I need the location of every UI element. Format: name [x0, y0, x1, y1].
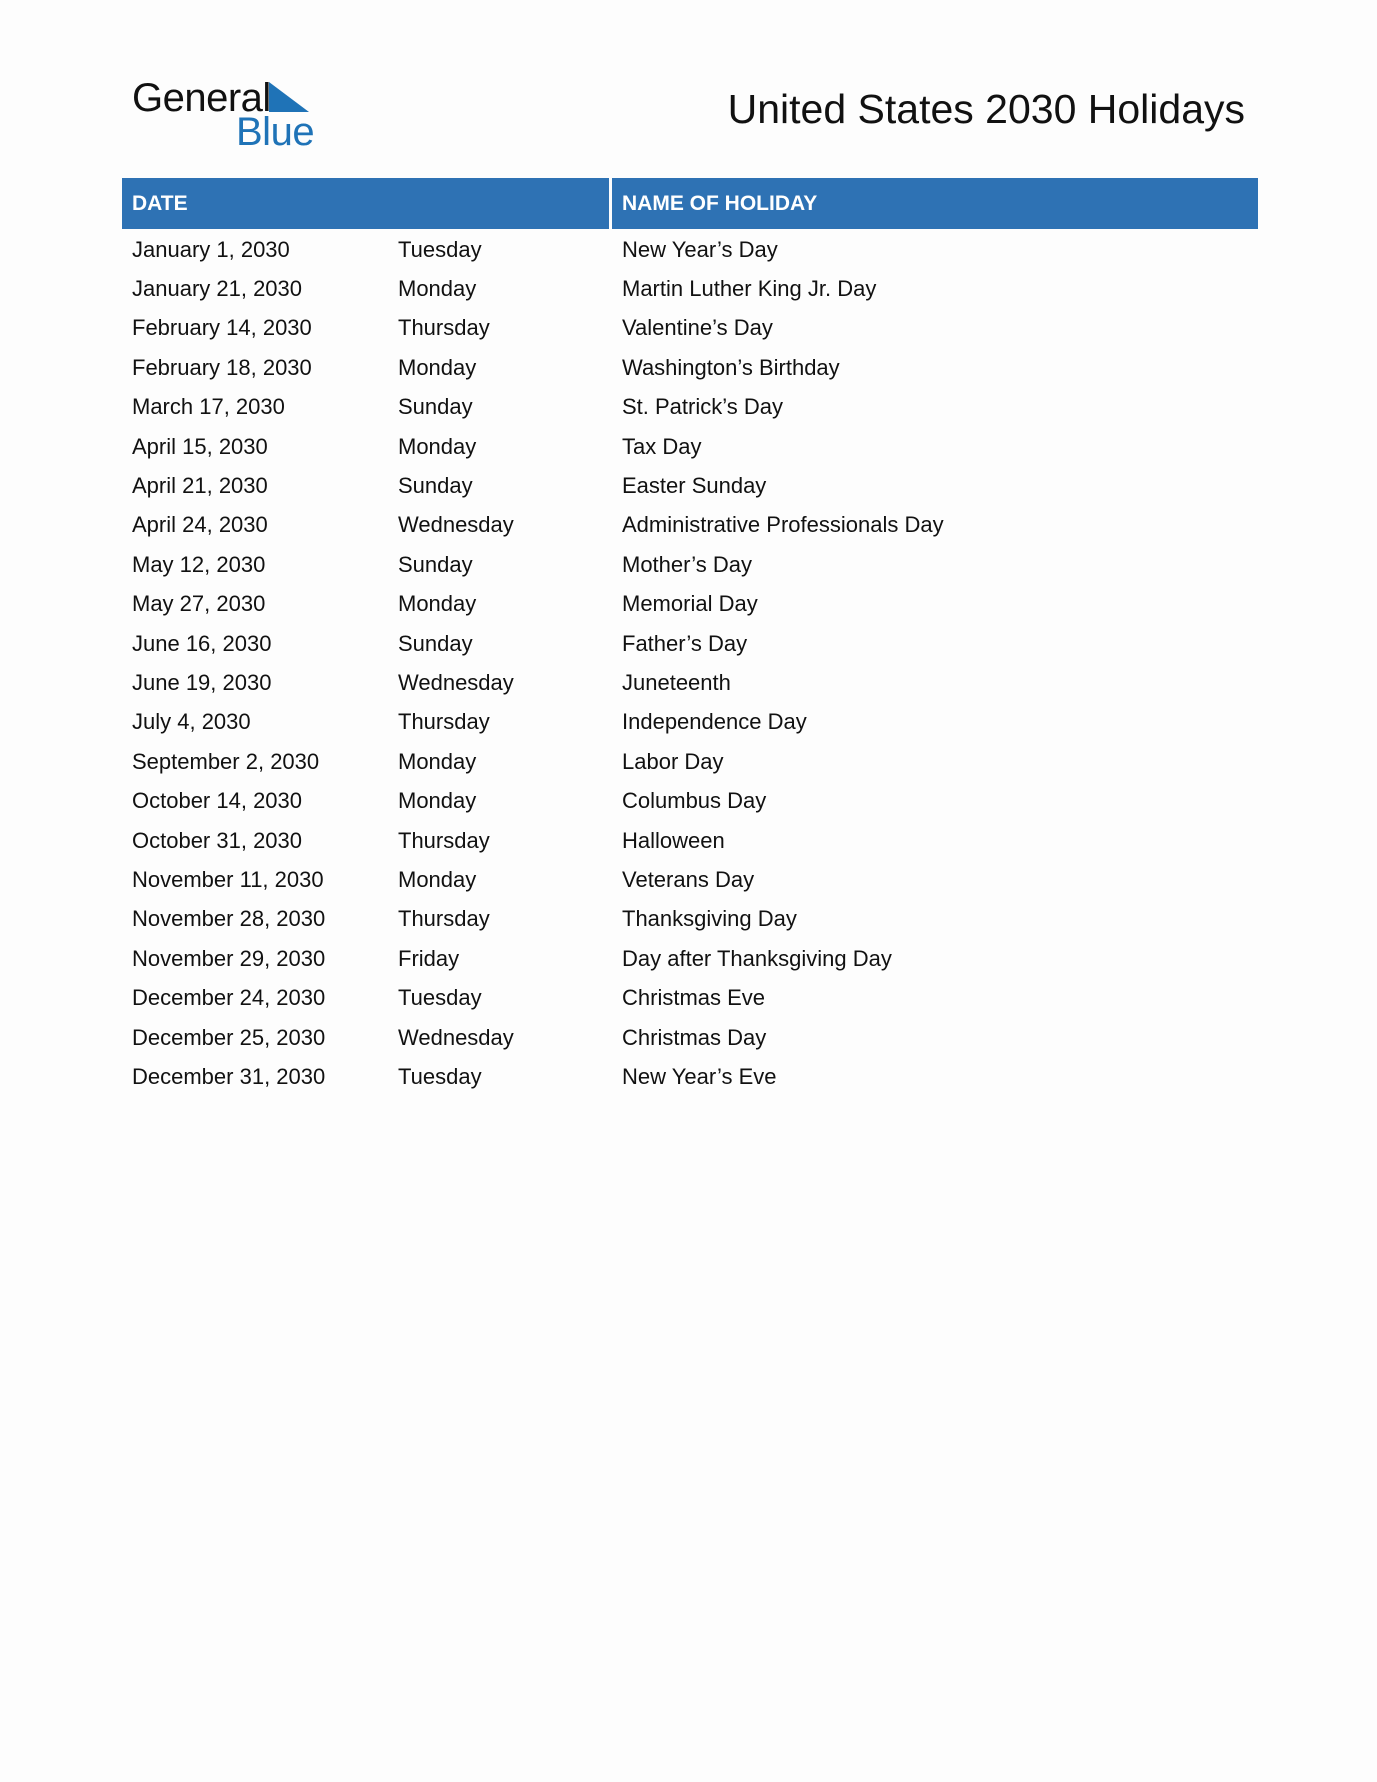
- table-row: [122, 466, 1258, 505]
- holiday-weekday: Sunday: [398, 473, 473, 499]
- table-row: [122, 978, 1258, 1017]
- holiday-name: Independence Day: [622, 709, 807, 735]
- holiday-date: May 27, 2030: [132, 591, 266, 617]
- table-row: [122, 230, 1258, 269]
- holiday-name: New Year’s Day: [622, 236, 778, 262]
- holiday-weekday: Sunday: [398, 630, 473, 656]
- table-row: [122, 860, 1258, 899]
- table-row: [122, 388, 1258, 427]
- holiday-date: January 1, 2030: [132, 236, 290, 262]
- holiday-date: June 19, 2030: [132, 669, 272, 695]
- holiday-weekday: Monday: [398, 866, 477, 892]
- holiday-name: Thanksgiving Day: [622, 906, 797, 932]
- table-row: [122, 506, 1258, 545]
- holiday-date: November 28, 2030: [132, 906, 326, 932]
- column-header-holiday: NAME OF HOLIDAY: [612, 178, 1258, 229]
- table-row: [122, 781, 1258, 820]
- table-row: [122, 939, 1258, 978]
- holiday-name: Columbus Day: [622, 788, 767, 814]
- table-header: [122, 178, 1258, 229]
- holiday-name: Day after Thanksgiving Day: [622, 945, 892, 971]
- holiday-name: Labor Day: [622, 748, 724, 774]
- table-row: [122, 1018, 1258, 1057]
- holiday-date: July 4, 2030: [132, 709, 251, 735]
- holiday-date: April 15, 2030: [132, 433, 268, 459]
- holiday-date: November 11, 2030: [132, 866, 324, 892]
- holiday-name: Father’s Day: [622, 630, 748, 656]
- holiday-name: Valentine’s Day: [622, 315, 773, 341]
- holiday-date: May 12, 2030: [132, 551, 266, 577]
- holiday-weekday: Wednesday: [398, 1024, 514, 1050]
- holiday-weekday: Thursday: [398, 709, 490, 735]
- holiday-weekday: Tuesday: [398, 236, 482, 262]
- holiday-weekday: Monday: [398, 788, 477, 814]
- table-row: [122, 545, 1258, 584]
- holiday-date: October 31, 2030: [132, 827, 303, 853]
- holiday-weekday: Thursday: [398, 827, 490, 853]
- holiday-weekday: Wednesday: [398, 512, 514, 538]
- holiday-name: St. Patrick’s Day: [622, 394, 783, 420]
- logo-text-general: General: [132, 76, 271, 120]
- holiday-weekday: Monday: [398, 433, 477, 459]
- holiday-weekday: Sunday: [398, 394, 473, 420]
- holiday-name: Mother’s Day: [622, 551, 753, 577]
- logo-text-blue: Blue: [236, 110, 315, 154]
- holiday-date: December 24, 2030: [132, 985, 326, 1011]
- holiday-weekday: Monday: [398, 354, 477, 380]
- table-body: [122, 229, 1258, 1097]
- holiday-name: Juneteenth: [622, 669, 731, 695]
- table-row: [122, 821, 1258, 860]
- holiday-date: June 16, 2030: [132, 630, 272, 656]
- column-header-date: DATE: [122, 178, 609, 229]
- table-row: [122, 624, 1258, 663]
- holiday-date: October 14, 2030: [132, 788, 303, 814]
- holiday-name: Halloween: [622, 827, 725, 853]
- holiday-name: Christmas Day: [622, 1024, 767, 1050]
- table-row: [122, 269, 1258, 308]
- holiday-weekday: Thursday: [398, 315, 490, 341]
- holiday-weekday: Thursday: [398, 906, 490, 932]
- table-row: [122, 900, 1258, 939]
- holiday-name: Easter Sunday: [622, 473, 767, 499]
- holiday-weekday: Tuesday: [398, 985, 482, 1011]
- holiday-name: Memorial Day: [622, 591, 758, 617]
- page-title: United States 2030 Holidays: [727, 86, 1245, 132]
- holiday-weekday: Monday: [398, 748, 477, 774]
- holiday-name: Veterans Day: [622, 866, 755, 892]
- table-row: [122, 1057, 1258, 1096]
- holiday-date: December 31, 2030: [132, 1063, 326, 1089]
- holiday-weekday: Sunday: [398, 551, 473, 577]
- holiday-date: April 24, 2030: [132, 512, 268, 538]
- table-row: [122, 348, 1258, 387]
- holiday-weekday: Wednesday: [398, 669, 514, 695]
- holiday-date: February 18, 2030: [132, 354, 312, 380]
- table-row: [122, 703, 1258, 742]
- holiday-table: [122, 178, 1258, 1097]
- table-row: [122, 427, 1258, 466]
- holiday-weekday: Monday: [398, 276, 477, 302]
- holiday-date: November 29, 2030: [132, 945, 326, 971]
- holiday-date: April 21, 2030: [132, 473, 268, 499]
- holiday-date: February 14, 2030: [132, 315, 312, 341]
- table-row: [122, 663, 1258, 702]
- holiday-name: Washington’s Birthday: [622, 354, 840, 380]
- table-row: [122, 309, 1258, 348]
- holiday-name: Administrative Professionals Day: [622, 512, 944, 538]
- holiday-date: September 2, 2030: [132, 748, 320, 774]
- table-row: [122, 585, 1258, 624]
- holiday-name: New Year’s Eve: [622, 1063, 777, 1089]
- holiday-name: Tax Day: [622, 433, 702, 459]
- holiday-date: December 25, 2030: [132, 1024, 326, 1050]
- holiday-weekday: Friday: [398, 945, 460, 971]
- holiday-name: Martin Luther King Jr. Day: [622, 276, 877, 302]
- holiday-date: March 17, 2030: [132, 394, 285, 420]
- holiday-weekday: Monday: [398, 591, 477, 617]
- table-row: [122, 742, 1258, 781]
- holiday-name: Christmas Eve: [622, 985, 766, 1011]
- triangle-icon: [269, 82, 309, 112]
- logo: [132, 76, 332, 152]
- holiday-date: January 21, 2030: [132, 276, 303, 302]
- holiday-weekday: Tuesday: [398, 1063, 482, 1089]
